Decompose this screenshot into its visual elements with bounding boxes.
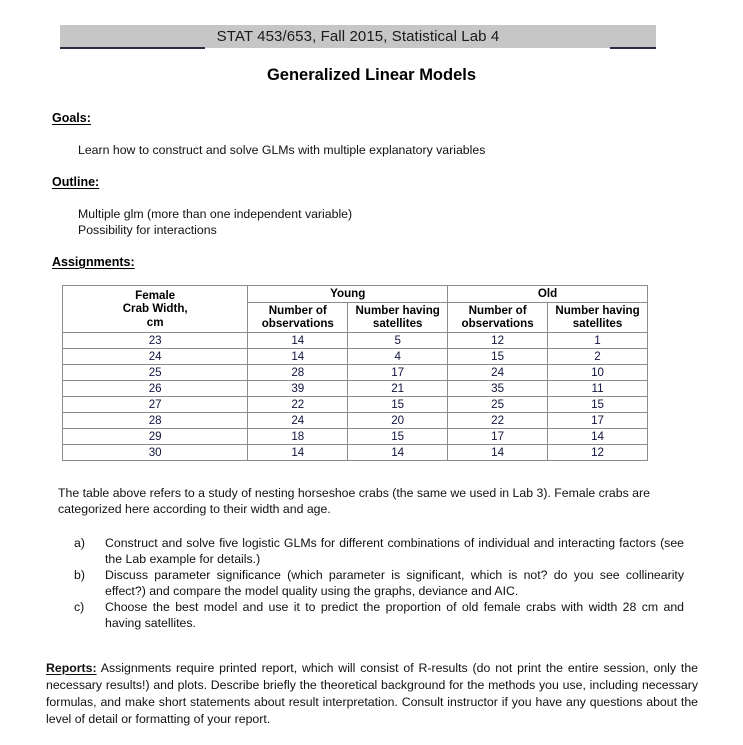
header-rule-right <box>610 47 656 49</box>
cell-young-observations: 24 <box>248 412 348 428</box>
cell-young-satellites: 5 <box>348 332 448 348</box>
cell-old-observations: 35 <box>448 380 548 396</box>
cell-young-satellites: 4 <box>348 348 448 364</box>
table-header <box>63 286 648 333</box>
subheader-young-satellites <box>348 302 448 332</box>
assignment-item-text: Choose the best model and use it to predict the proportion of old female crabs with width 28 cm and having satellites. <box>105 600 684 630</box>
header-title: STAT 453/653, Fall 2015, Statistical Lab 4 <box>216 28 500 45</box>
goals-text: Learn how to construct and solve GLMs with multiple explanatory variables <box>78 143 486 157</box>
cell-old-observations: 24 <box>448 364 548 380</box>
subheader-young-observations-line-2: observations <box>261 317 334 330</box>
assignment-item <box>74 535 684 567</box>
reports-paragraph <box>46 660 698 728</box>
cell-crab-width: 28 <box>63 412 248 428</box>
row-label-header-line-2: Crab Width, <box>122 302 188 315</box>
table-note: The table above refers to a study of nesting horseshoe crabs (the same we used in Lab 3). Female crabs are categorized here according to their width and age. <box>58 486 650 516</box>
group-header-old: Old <box>448 286 648 303</box>
reports-text: Assignments require printed report, which will consist of R-results (do not print the entire session, only the necessary results!) and plots. Describe briefly the theoretical background for the methods you use, including necessary formulas, and make short statements about result interpretation. Consult instructor if you have any questions about the level of detail or formatting of your report. <box>46 661 698 726</box>
table-row <box>63 428 648 444</box>
page-title: Generalized Linear Models <box>266 66 477 84</box>
assignments-heading: Assignments: <box>52 255 135 269</box>
cell-old-observations: 12 <box>448 332 548 348</box>
group-header-young: Young <box>248 286 448 303</box>
cell-old-observations: 22 <box>448 412 548 428</box>
assignment-list <box>74 535 684 631</box>
row-label-header-line-3: cm <box>146 315 164 329</box>
cell-old-observations: 14 <box>448 444 548 460</box>
cell-young-observations: 39 <box>248 380 348 396</box>
subheader-young-satellites-line-1: Number having <box>355 303 440 317</box>
subheader-old-observations <box>448 302 548 332</box>
outline-line-2: Possibility for interactions <box>78 223 217 237</box>
table-row <box>63 348 648 364</box>
cell-old-satellites: 12 <box>548 444 648 460</box>
assignment-item-marker: c) <box>74 600 85 614</box>
cell-young-observations: 28 <box>248 364 348 380</box>
table-row <box>63 412 648 428</box>
table-row <box>63 444 648 460</box>
table-row <box>63 364 648 380</box>
cell-old-satellites: 1 <box>548 332 648 348</box>
cell-crab-width: 26 <box>63 380 248 396</box>
cell-old-satellites: 11 <box>548 380 648 396</box>
table-row <box>63 332 648 348</box>
cell-young-satellites: 21 <box>348 380 448 396</box>
cell-old-satellites: 17 <box>548 412 648 428</box>
table-row <box>63 396 648 412</box>
subheader-old-satellites <box>548 302 648 332</box>
subheader-old-observations-line-1: Number of <box>468 303 527 317</box>
subheader-young-observations-line-1: Number of <box>268 303 327 317</box>
assignment-item <box>74 599 684 631</box>
cell-young-observations: 18 <box>248 428 348 444</box>
cell-young-observations: 14 <box>248 348 348 364</box>
cell-young-satellites: 15 <box>348 396 448 412</box>
cell-young-satellites: 20 <box>348 412 448 428</box>
cell-old-satellites: 15 <box>548 396 648 412</box>
cell-crab-width: 23 <box>63 332 248 348</box>
cell-young-observations: 14 <box>248 332 348 348</box>
cell-old-satellites: 14 <box>548 428 648 444</box>
document-header-band <box>60 25 656 48</box>
table-header-row-group <box>63 286 648 303</box>
outline-line-1: Multiple glm (more than one independent variable) <box>78 207 353 221</box>
cell-crab-width: 24 <box>63 348 248 364</box>
cell-crab-width: 27 <box>63 396 248 412</box>
cell-young-satellites: 15 <box>348 428 448 444</box>
cell-old-observations: 25 <box>448 396 548 412</box>
subheader-old-satellites-line-1: Number having <box>555 303 640 317</box>
cell-old-satellites: 10 <box>548 364 648 380</box>
subheader-young-observations <box>248 302 348 332</box>
cell-young-observations: 14 <box>248 444 348 460</box>
assignment-item-text: Discuss parameter significance (which parameter is significant, which is not? do you see collinearity effect?) and compare the model quality using the graphs, deviance and AIC. <box>105 568 684 598</box>
assignment-item-text: Construct and solve five logistic GLMs for different combinations of individual and interacting factors (see the Lab example for details.) <box>105 536 684 566</box>
assignment-item-marker: a) <box>74 536 85 550</box>
crab-data-table <box>62 285 648 461</box>
cell-crab-width: 29 <box>63 428 248 444</box>
subheader-old-observations-line-2: observations <box>461 317 534 330</box>
subheader-young-satellites-line-2: satellites <box>372 317 423 330</box>
outline-heading: Outline: <box>52 175 100 189</box>
header-rule-left <box>60 47 205 49</box>
cell-young-observations: 22 <box>248 396 348 412</box>
cell-old-satellites: 2 <box>548 348 648 364</box>
table-row <box>63 380 648 396</box>
row-label-header <box>63 286 248 333</box>
cell-crab-width: 30 <box>63 444 248 460</box>
reports-label: Reports: <box>46 661 97 675</box>
assignment-item <box>74 567 684 599</box>
table-body <box>63 332 648 460</box>
goals-heading: Goals: <box>52 111 91 125</box>
cell-crab-width: 25 <box>63 364 248 380</box>
subheader-old-satellites-line-2: satellites <box>572 317 623 330</box>
assignment-item-marker: b) <box>74 568 85 582</box>
cell-old-observations: 17 <box>448 428 548 444</box>
cell-young-satellites: 17 <box>348 364 448 380</box>
row-label-header-line-1: Female <box>135 288 176 302</box>
cell-old-observations: 15 <box>448 348 548 364</box>
cell-young-satellites: 14 <box>348 444 448 460</box>
